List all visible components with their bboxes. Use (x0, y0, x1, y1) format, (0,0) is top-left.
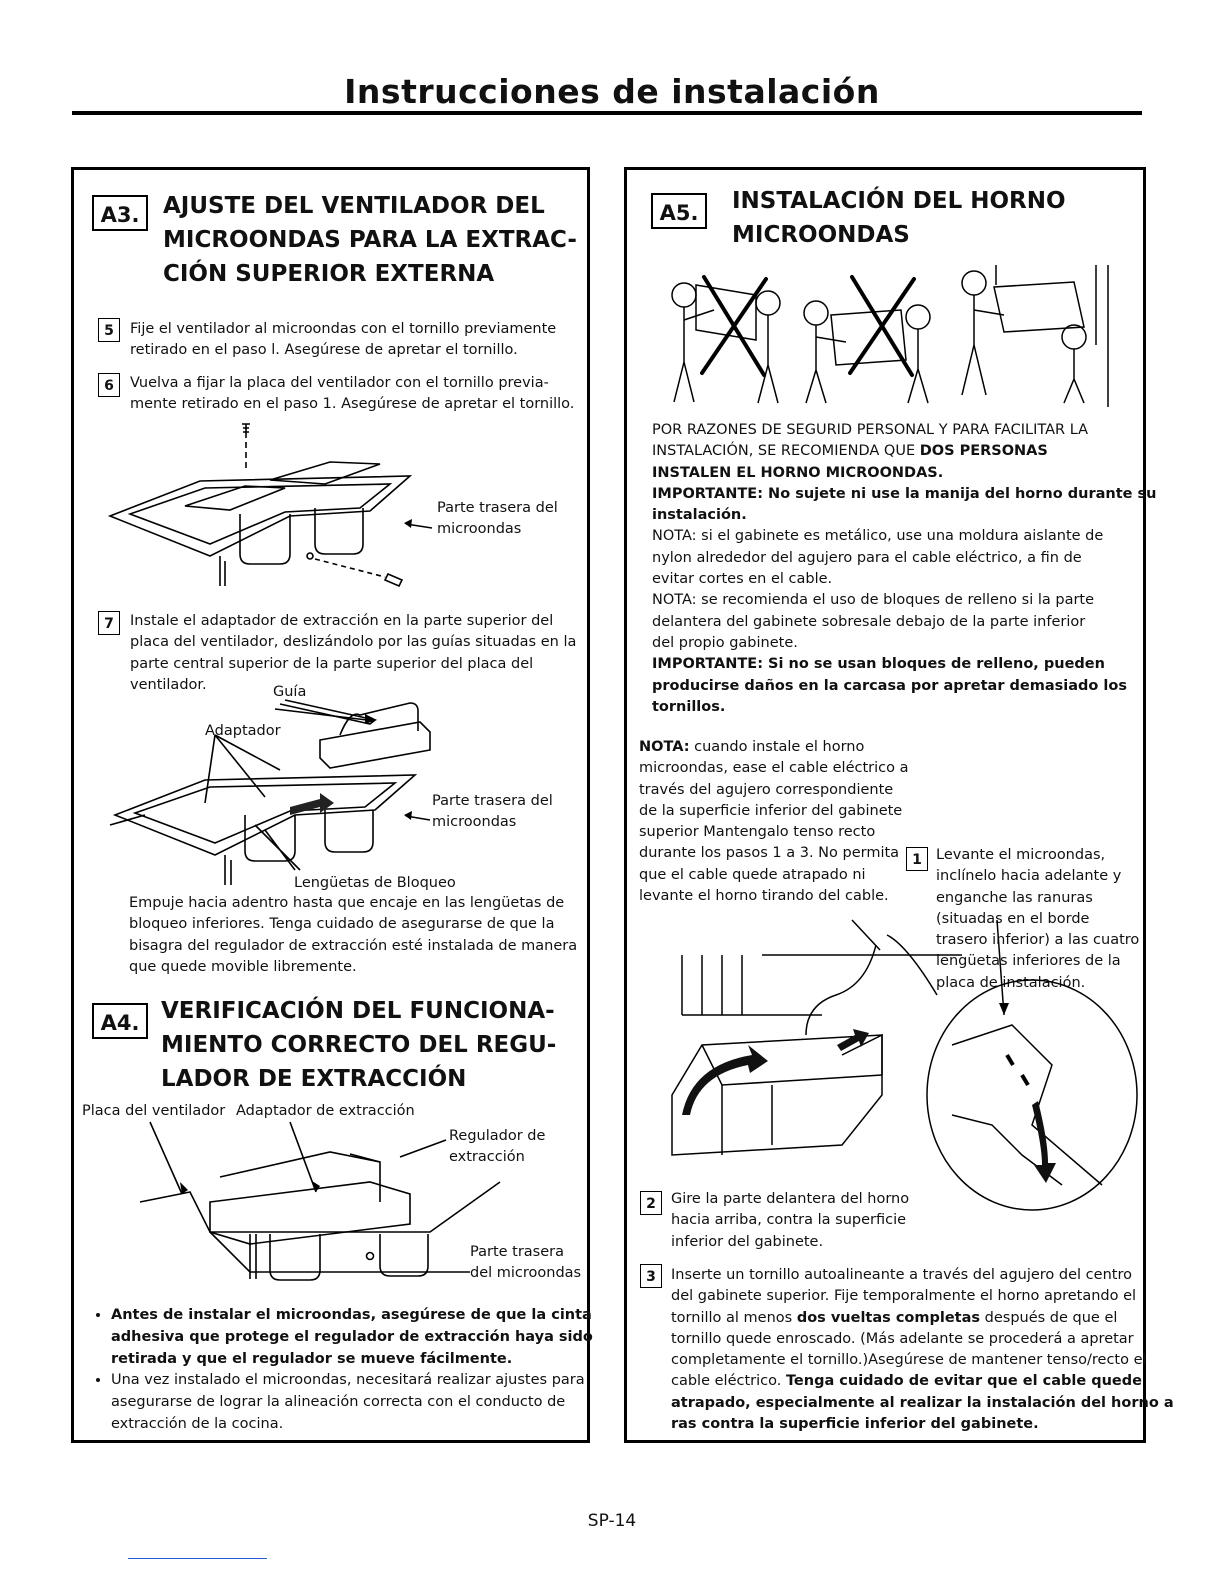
text-line: placa del ventilador, deslizándolo por las guías situadas en la (130, 634, 577, 651)
section-a5-label: A5. (651, 193, 707, 229)
text-span: INSTALACIÓN, SE RECOMIENDA QUE (652, 443, 920, 460)
step-6-number: 6 (98, 373, 120, 397)
a4-bullet: • Antes de instalar el microondas, asegúrese de que la cinta adhesiva que protege el regulador de extracción haya sido retirada y que el regulador se mueve fácilmente. (111, 1305, 596, 1370)
text-line: del propio gabinete. (652, 634, 798, 651)
text-line: lengüetas inferiores de la (936, 953, 1121, 970)
section-a4-label: A4. (92, 1003, 148, 1039)
text-line: través del agujero correspondiente (639, 781, 894, 798)
text-line: inferior del gabinete. (671, 1233, 824, 1250)
section-a5-title (732, 184, 1066, 252)
a3-title-line: AJUSTE DEL VENTILADOR DEL (163, 193, 545, 219)
text-line (639, 737, 909, 758)
fig1-rear-caption (437, 498, 558, 540)
text-line: bisagra del regulador de extracción esté instalada de manera (129, 937, 578, 954)
text-line: placa de instalación. (936, 974, 1086, 991)
text-span-bold: DOS PERSONAS (919, 443, 1048, 460)
text-line: que el cable quede atrapado ni (639, 866, 866, 883)
caption-line: Parte trasera (470, 1244, 565, 1260)
step-3-number: 3 (640, 1264, 662, 1288)
text-line: Levante el microondas, (936, 847, 1106, 863)
a5-title-line: INSTALACIÓN DEL HORNO (732, 188, 1066, 214)
text-line: superior Mantengalo tenso recto (639, 824, 876, 841)
title-rule (72, 111, 1142, 115)
text-line: levante el horno tirando del cable. (639, 888, 889, 905)
text-line: bloqueo inferiores. Tenga cuidado de asegurarse de que la (129, 916, 555, 933)
text-line: ventilador. (130, 676, 207, 693)
text-span: tornillo al menos (671, 1309, 797, 1326)
section-a4-title (161, 994, 556, 1096)
step-7-number: 7 (98, 611, 120, 635)
text-line: tornillos. (652, 698, 726, 715)
a5-title-line: MICROONDAS (732, 222, 910, 248)
a4-bullet: • Una vez instalado el microondas, necesitará realizar ajustes para asegurarse de lograr la alineación correcta con el conducto de extracción de la cocina. (111, 1370, 596, 1435)
page-title: Instrucciones de instalación (344, 72, 880, 111)
caption-line: Parte trasera del (432, 793, 553, 809)
text-line: IMPORTANTE: No sujete ni use la manija del horno durante su (652, 485, 1157, 502)
text-line: NOTA: se recomienda el uso de bloques de relleno si la parte (652, 592, 1095, 609)
text-line: atrapado, especialmente al realizar la instalación del horno a (671, 1394, 1174, 1411)
fig2-arrow (400, 808, 434, 828)
text-span: cable eléctrico. (671, 1373, 786, 1390)
push-instruction (129, 893, 577, 978)
text-line: hacia arriba, contra la superficie (671, 1212, 907, 1229)
text-line: instalación. (652, 507, 747, 524)
text-line: Instale el adaptador de extracción en la parte superior del (130, 613, 554, 629)
step-5-text (130, 319, 556, 362)
text-line: nylon alrededor del agujero para el cable eléctrico, a fin de (652, 549, 1082, 566)
caption-line: del microondas (470, 1265, 582, 1281)
text-line: mente retirado en el paso 1. Asegúrese de apretar el tornillo. (130, 396, 575, 413)
safety-notice (652, 420, 1156, 718)
text-line: Fije el ventilador al microondas con el tornillo previamente (130, 321, 557, 337)
damper-check-illustration (130, 1122, 510, 1292)
cable-note (639, 737, 909, 907)
section-a3-title (163, 189, 577, 291)
section-a3-label: A3. (92, 195, 148, 231)
oven-mounting-illustration (662, 915, 1142, 1215)
text-line: Empuje hacia adentro hasta que encaje en las lengüetas de (129, 895, 565, 911)
fig2-adaptador-caption: Adaptador (205, 723, 281, 739)
step-6-text (130, 373, 574, 416)
text-line: completamente el tornillo.)Asegúrese de mantener tenso/recto el (671, 1352, 1147, 1369)
fig2-lenguetas-caption: Lengüetas de Bloqueo (294, 875, 456, 891)
fan-plate-screw-illustration (110, 416, 430, 596)
text-line: NOTA: si el gabinete es metálico, use una moldura aislante de (652, 528, 1104, 545)
text-line: producirse daños en la carcasa por apretar demasiado los (652, 677, 1127, 694)
text-line: IMPORTANTE: Si no se usan bloques de relleno, pueden (652, 656, 1105, 673)
a4-title-line: VERIFICACIÓN DEL FUNCIONA- (161, 998, 555, 1024)
caption-line: extracción (449, 1149, 525, 1165)
text-line: parte central superior de la parte superior del placa del (130, 655, 534, 672)
text-line: POR RAZONES DE SEGURID PERSONAL Y PARA FACILITAR LA (652, 422, 1089, 438)
a3-title-line: MICROONDAS PARA LA EXTRAC- (163, 227, 577, 253)
step-1-number: 1 (906, 847, 928, 871)
text-line: delantera del gabinete sobresale debajo de la parte inferior (652, 613, 1086, 630)
fig3-adaptador-caption: Adaptador de extracción (236, 1103, 415, 1119)
step-5-number: 5 (98, 318, 120, 342)
text-line: ras contra la superficie inferior del gabinete. (671, 1416, 1039, 1433)
step-7-text (130, 611, 576, 696)
text-line: microondas, ease el cable eléctrico a (639, 760, 909, 777)
text-line: evitar cortes en el cable. (652, 571, 833, 588)
text-line: Vuelva a fijar la placa del ventilador con el tornillo previa- (130, 375, 549, 391)
text-span-bold: dos vueltas completas (796, 1309, 981, 1326)
text-span-bold: Tenga cuidado de evitar que el cable quede (785, 1373, 1142, 1390)
step-2-number: 2 (640, 1191, 662, 1215)
text-line: inclínelo hacia adelante y (936, 868, 1122, 885)
text-span: cuando instale el horno (689, 739, 865, 755)
two-person-lift-illustration (656, 265, 1116, 407)
text-line: enganche las ranuras (936, 889, 1093, 906)
step-2-text (671, 1189, 909, 1253)
text-line: que quede movible libremente. (129, 958, 357, 975)
step-3-text (671, 1265, 1174, 1435)
caption-line: Regulador de (449, 1128, 546, 1144)
text-line: Gire la parte delantera del horno (671, 1191, 910, 1207)
text-line: trasero inferior) a las cuatro (936, 932, 1140, 949)
text-line: tornillo quede enroscado. (Más adelante se procederá a apretar (671, 1330, 1134, 1347)
fig2-guia-caption: Guía (273, 684, 307, 700)
text-span: después de que el (980, 1309, 1118, 1326)
text-line: durante los pasos 1 a 3. No permita (639, 845, 900, 862)
a4-title-line: MIENTO CORRECTO DEL REGU- (161, 1032, 557, 1058)
a4-bullet-list (87, 1305, 596, 1436)
text-line (652, 441, 1156, 462)
text-line: Inserte un tornillo autoalineante a través del agujero del centro (671, 1267, 1132, 1283)
a4-title-line: LADOR DE EXTRACCIÓN (161, 1066, 467, 1092)
caption-line: Parte trasera del (437, 500, 558, 516)
text-line (671, 1308, 1174, 1329)
caption-line: microondas (432, 814, 517, 830)
fig3-placa-caption: Placa del ventilador (82, 1103, 226, 1119)
text-line: del gabinete superior. Fije temporalmente el horno apretando el (671, 1288, 1137, 1305)
text-line (671, 1371, 1174, 1392)
footer-link-line (128, 1558, 267, 1559)
text-span-bold: NOTA: (639, 739, 690, 755)
fig2-rear-caption (432, 791, 553, 833)
text-line: de la superficie inferior del gabinete (639, 802, 903, 819)
a3-title-line: CIÓN SUPERIOR EXTERNA (163, 261, 495, 287)
text-line: (situadas en el borde (936, 910, 1090, 927)
page-number: SP-14 (587, 1511, 637, 1531)
text-line: retirado en el paso l. Asegúrese de apretar el tornillo. (130, 342, 518, 359)
text-line: INSTALEN EL HORNO MICROONDAS. (652, 464, 944, 481)
fig1-arrow (400, 516, 434, 536)
adapter-installation-illustration (115, 695, 435, 885)
fig3-rear-caption (470, 1242, 581, 1284)
caption-line: microondas (437, 521, 522, 537)
